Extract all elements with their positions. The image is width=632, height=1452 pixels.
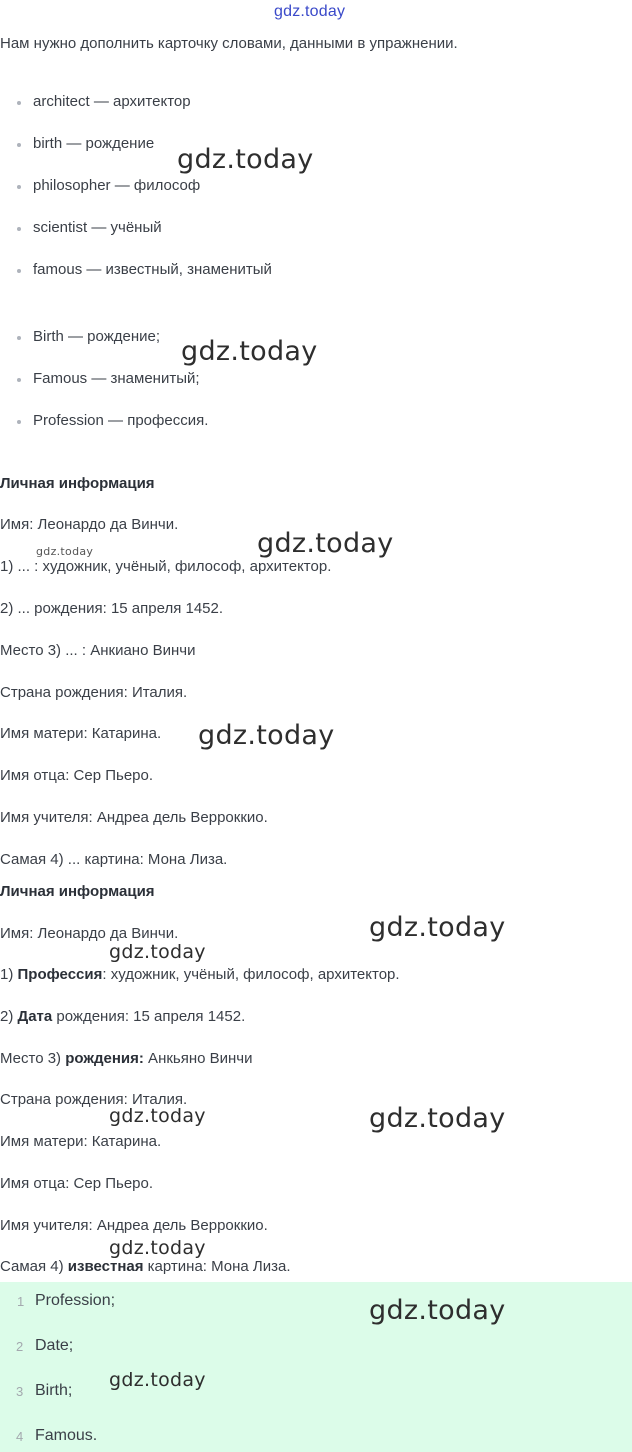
card-line: Место 3) ... : Анкиано Винчи (0, 642, 196, 659)
watermark: gdz.today (181, 336, 318, 367)
line-prefix: Место 3) (0, 1050, 66, 1067)
card-line (0, 1258, 291, 1275)
card-heading: Личная информация (0, 475, 155, 492)
line-rest: рождения: 15 апреля 1452. (52, 1008, 246, 1025)
answer-number: 4 (16, 1429, 24, 1444)
card-line: Имя: Леонардо да Винчи. (0, 516, 179, 533)
list-item: scientist — учёный (33, 219, 162, 236)
list-item: Famous — знаменитый; (33, 370, 200, 387)
card-line: Страна рождения: Италия. (0, 1091, 188, 1108)
watermark: gdz.today (198, 720, 335, 751)
watermark-top: gdz.today (274, 3, 346, 20)
watermark: gdz.today (369, 912, 506, 943)
filled-word: Профессия (17, 966, 103, 983)
card-line: Имя отца: Сер Пьеро. (0, 767, 154, 784)
watermark: gdz.today (177, 144, 314, 175)
bullet-icon (17, 336, 21, 340)
answer-number: 2 (16, 1339, 24, 1354)
list-item: Birth — рождение; (33, 328, 160, 345)
watermark: gdz.today (369, 1295, 506, 1326)
card-line: Имя: Леонардо да Винчи. (0, 925, 179, 942)
filled-word: рождения: (65, 1050, 144, 1067)
card-line (0, 1008, 245, 1025)
watermark: gdz.today (109, 1237, 206, 1259)
line-rest: : художник, учёный, философ, архитектор. (102, 966, 400, 983)
line-rest: Анкьяно Винчи (143, 1050, 253, 1067)
card-line: Имя матери: Катарина. (0, 725, 162, 742)
card-line: 1) ... : художник, учёный, философ, архитектор. (0, 558, 332, 575)
answer-item: Date; (35, 1337, 74, 1354)
line-rest: картина: Мона Лиза. (143, 1258, 291, 1275)
bullet-icon (17, 378, 21, 382)
watermark: gdz.today (257, 528, 394, 559)
bullet-icon (17, 185, 21, 189)
list-item: philosopher — философ (33, 177, 201, 194)
card-line: Страна рождения: Италия. (0, 684, 188, 701)
filled-word: Дата (17, 1008, 53, 1025)
list-item: architect — архитектор (33, 93, 191, 110)
card-line: Имя учителя: Андреа дель Верроккио. (0, 809, 268, 826)
bullet-icon (17, 143, 21, 147)
card-line: 2) ... рождения: 15 апреля 1452. (0, 600, 224, 617)
bullet-icon (17, 269, 21, 273)
line-prefix: 2) (0, 1008, 18, 1025)
line-prefix: Самая 4) (0, 1258, 68, 1275)
answer-box (0, 1282, 632, 1452)
answer-number: 1 (17, 1294, 25, 1309)
line-prefix: 1) (0, 966, 18, 983)
answer-item: Profession; (35, 1292, 116, 1309)
answer-number: 3 (16, 1384, 24, 1399)
card-line (0, 1050, 253, 1067)
watermark: gdz.today (369, 1103, 506, 1134)
watermark: gdz.today (109, 941, 206, 963)
watermark: gdz.today (109, 1105, 206, 1127)
bullet-icon (17, 101, 21, 105)
card-line: Имя учителя: Андреа дель Верроккио. (0, 1217, 268, 1234)
card-line: Имя отца: Сер Пьеро. (0, 1175, 154, 1192)
answer-item: Famous. (35, 1427, 98, 1444)
watermark: gdz.today (109, 1369, 206, 1391)
bullet-icon (17, 227, 21, 231)
bullet-icon (17, 420, 21, 424)
watermark: gdz.today (36, 545, 94, 558)
answer-item: Birth; (35, 1382, 73, 1399)
card-line: Самая 4) ... картина: Мона Лиза. (0, 851, 228, 868)
card-line: Имя матери: Катарина. (0, 1133, 162, 1150)
list-item: famous — известный, знаменитый (33, 261, 272, 278)
intro-text: Нам нужно дополнить карточку словами, данными в упражнении. (0, 35, 458, 52)
list-item: birth — рождение (33, 135, 155, 152)
card-line (0, 966, 400, 983)
card-heading: Личная информация (0, 883, 155, 900)
filled-word: известная (67, 1258, 144, 1275)
list-item: Profession — профессия. (33, 412, 209, 429)
